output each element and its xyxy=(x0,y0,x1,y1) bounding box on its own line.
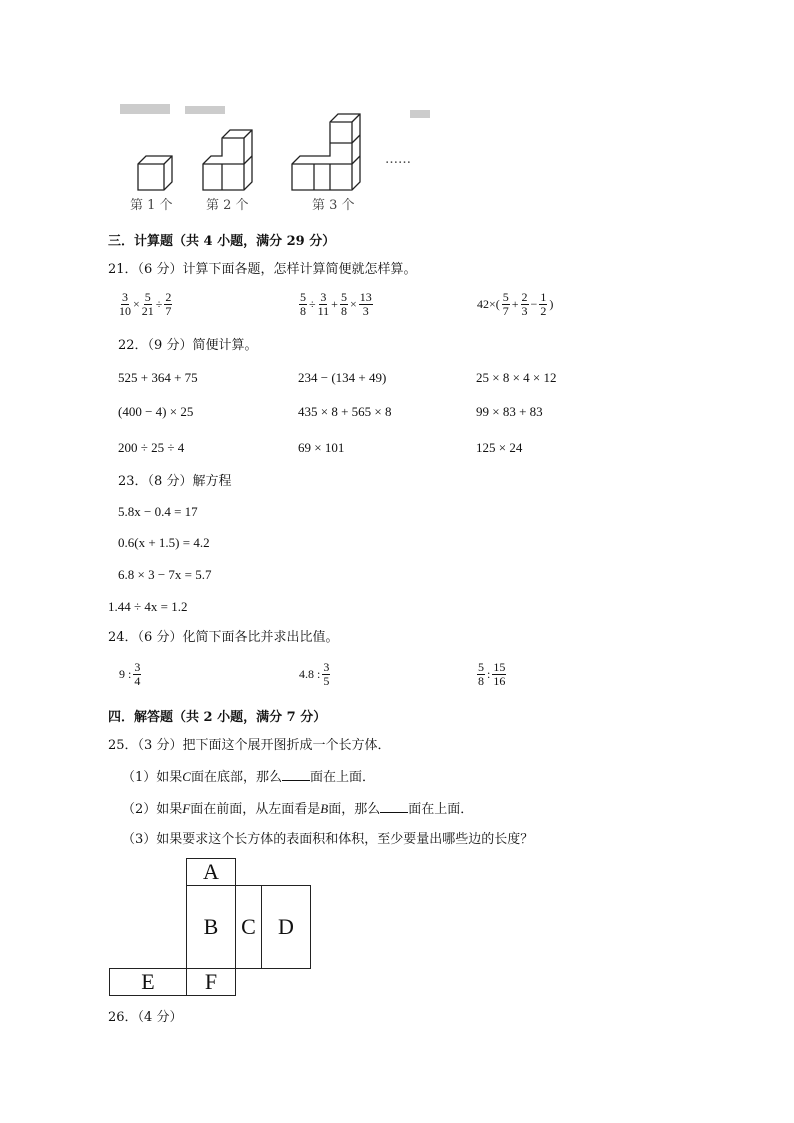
q22-item: 234 − (134 + 49) xyxy=(298,370,387,385)
figure-caption-3: 第 3 个 xyxy=(312,198,355,213)
question-26-prompt: 26．（4 分） xyxy=(108,1010,183,1025)
fraction: $\frac{2}{7}$ xyxy=(165,290,172,318)
q24-ratio-3: $\frac{5}{8}$ : $\frac{15}{16}$ xyxy=(478,660,506,688)
net-face-e: E xyxy=(109,968,187,996)
net-face-f: F xyxy=(186,968,236,996)
q23-equation: 6.8 × 3 − 7x = 5.7 xyxy=(118,567,212,582)
net-face-a: A xyxy=(186,858,236,886)
q22-item: 435 × 8 + 565 × 8 xyxy=(298,404,392,419)
figure-caption-2: 第 2 个 xyxy=(206,198,249,213)
cube-pattern-figure xyxy=(110,96,440,218)
fraction: $\frac{3}{10}$ xyxy=(119,290,131,318)
figure-caption-1: 第 1 个 xyxy=(130,198,173,213)
section-3-heading: 三．计算题（共 4 小题，满分 29 分） xyxy=(108,234,336,249)
section-4-heading: 四．解答题（共 2 小题，满分 7 分） xyxy=(108,710,327,725)
q21-expression-3: 42×( $\frac{5}{7}$ + $\frac{2}{3}$ − $\frac{1}{2}$ ) xyxy=(477,290,554,318)
q22-item: 69 × 101 xyxy=(298,440,345,455)
q25-subquestion-1: （1）如果C面在底部，那么 面在上面． xyxy=(122,769,375,785)
answer-blank[interactable] xyxy=(282,768,310,781)
q24-ratio-2: 4.8 : $\frac{3}{5}$ xyxy=(299,660,330,688)
q22-item: 525 + 364 + 75 xyxy=(118,370,198,385)
q22-item: 25 × 8 × 4 × 12 xyxy=(476,370,557,385)
q22-item: 200 ÷ 25 ÷ 4 xyxy=(118,440,185,455)
question-25-prompt: 25．（3 分）把下面这个展开图折成一个长方体． xyxy=(108,738,391,753)
q23-equation: 1.44 ÷ 4x = 1.2 xyxy=(108,599,188,614)
net-face-c: C xyxy=(235,885,262,969)
q23-equation: 5.8x − 0.4 = 17 xyxy=(118,504,198,519)
question-22-prompt: 22．（9 分）简便计算。 xyxy=(118,338,258,353)
fraction: $\frac{5}{21}$ xyxy=(141,290,154,318)
q21-expression-2: $\frac{5}{8}$ ÷ $\frac{3}{11}$ + $\frac{5}{8}$ × $\frac{13}{3}$ xyxy=(300,290,372,318)
answer-blank[interactable] xyxy=(380,800,408,813)
q22-item: 99 × 83 + 83 xyxy=(476,404,543,419)
net-face-d: D xyxy=(261,885,311,969)
question-21-prompt: 21．（6 分）计算下面各题，怎样计算简便就怎样算。 xyxy=(108,262,417,277)
q25-subquestion-2: （2）如果F面在前面，从左面看是B面，那么 面在上面． xyxy=(122,801,474,817)
question-23-prompt: 23．（8 分）解方程 xyxy=(118,474,232,489)
q22-item: (400 − 4) × 25 xyxy=(118,404,194,419)
figure-ellipsis: …… xyxy=(385,152,411,167)
question-24-prompt: 24．（6 分）化简下面各比并求出比值。 xyxy=(108,630,339,645)
q25-subquestion-3: （3）如果要求这个长方体的表面积和体积，至少要量出哪些边的长度？ xyxy=(122,832,534,847)
q22-item: 125 × 24 xyxy=(476,440,523,455)
net-face-b: B xyxy=(186,885,236,969)
q24-ratio-1: 9 : $\frac{3}{4}$ xyxy=(119,660,141,688)
q21-expression-1: $\frac{3}{10}$ × $\frac{5}{21}$ ÷ $\frac{2}{7}$ xyxy=(119,290,172,318)
q23-equation: 0.6(x + 1.5) = 4.2 xyxy=(118,535,210,550)
